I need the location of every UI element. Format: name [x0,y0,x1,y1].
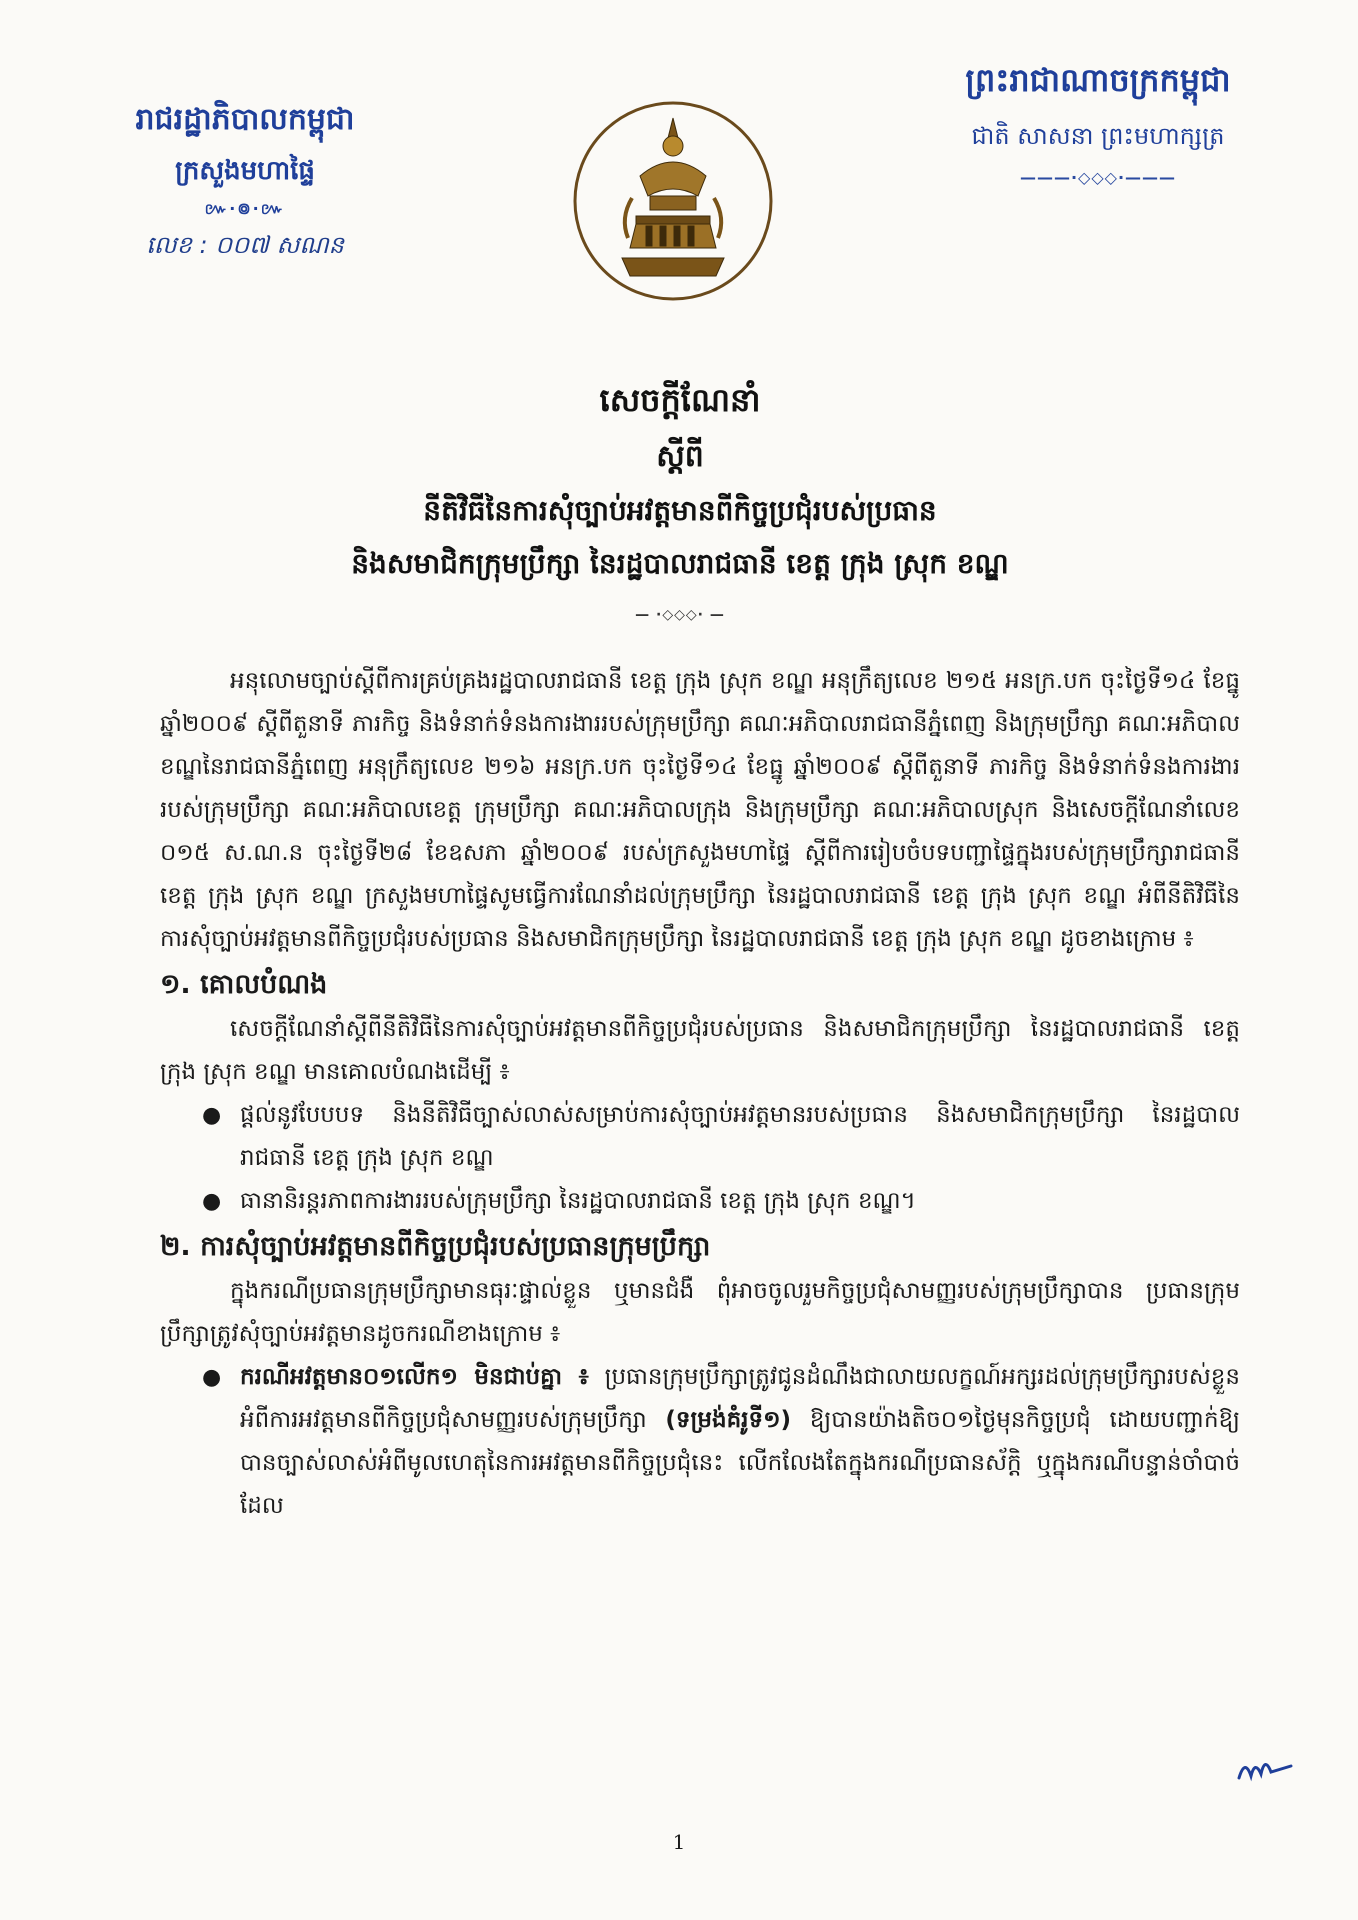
section1-bullet-list [160,1094,1240,1223]
bullet-text: ផ្ដល់នូវបែបបទ និងនីតិវិធីច្បាស់លាស់សម្រាប់ការសុំច្បាប់អវត្តមានរបស់ប្រធាន និងសមាជិកក្រុមប្រឹក្សា នៃរដ្ឋបាលរាជធានី ខេត្ត ក្រុង ស្រុក ខណ្ឌ [240,1102,1240,1171]
title-regarding: ស្ដីពី [656,439,704,474]
section2-heading: ២. ការសុំច្បាប់អវត្តមានពីកិច្ចប្រជុំរបស់ប្រធានក្រុមប្រឹក្សា [160,1231,711,1262]
title-subject-line1: នីតិវិធីនៃការសុំច្បាប់អវត្តមានពីកិច្ចប្រជុំរបស់ប្រធាន [423,494,937,527]
bullet-text-continued: ឱ្យបានយ៉ាងតិច០១ថ្ងៃមុនកិច្ចប្រជុំ ដោយបញ្ជាក់ឱ្យបានច្បាស់លាស់អំពីមូលហេតុនៃការអវត្តមានពីកិច្ចប្រជុំនេះ លើកលែងតែក្នុងករណីប្រធានស័ក្តិ ឬក្នុងករណីបន្ទាន់ចាំបាច់ដែល [240,1407,1241,1519]
header-ornament: ៚·៙·៚ [204,199,286,218]
bullet-text: ប្រធានក្រុមប្រឹក្សាត្រូវជូនដំណឹងជាលាយលក្ខណ៍អក្សរដល់ក្រុមប្រឹក្សារបស់ខ្លួនអំពីការអវត្តមានពីកិច្ចប្រជុំសាមញ្ញរបស់ក្រុមប្រឹក្សា [240,1364,1241,1433]
title-subject-line2: និងសមាជិកក្រុមប្រឹក្សា នៃរដ្ឋបាលរាជធានី ខេត្ត ក្រុង ស្រុក ខណ្ឌ [351,547,1009,580]
motto-ornament: ———·◇◇◇·——— [1019,168,1177,187]
section2-bullet-list [160,1356,1240,1528]
intro-paragraph: អនុលោមច្បាប់ស្ដីពីការគ្រប់គ្រងរដ្ឋបាលរាជធានី ខេត្ត ក្រុង ស្រុក ខណ្ឌ អនុក្រឹត្យលេខ ២១៥ អនក្រ.បក ចុះថ្ងៃទី១៤ ខែធ្នូ ឆ្នាំ២០០៩ ស្ដីពីតួនាទី ភារកិច្ច និងទំនាក់ទំនងការងាររបស់ក្រុមប្រឹក្សា គណៈអភិបាលរាជធានីភ្នំពេញ និងក្រុមប្រឹក្សា គណៈអភិបាលខណ្ឌនៃរាជធានីភ្នំពេញ អនុក្រឹត្យលេខ ២១៦ អនក្រ.បក ចុះថ្ងៃទី១៤ ខែធ្នូ ឆ្នាំ២០០៩ ស្ដីពីតួនាទី ភារកិច្ច និងទំនាក់ទំនងការងាររបស់ក្រុមប្រឹក្សា គណៈអភិបាលខេត្ត ក្រុមប្រឹក្សា គណៈអភិបាលក្រុង និងក្រុមប្រឹក្សា គណៈអភិបាលស្រុក និងសេចក្ដីណែនាំលេខ ០១៥ ស.ណ.ន ចុះថ្ងៃទី២៨ ខែឧសភា ឆ្នាំ២០០៩ របស់ក្រសួងមហាផ្ទៃ ស្ដីពីការរៀបចំបទបញ្ជាផ្ទៃក្នុងរបស់ក្រុមប្រឹក្សារាជធានី ខេត្ត ក្រុង ស្រុក ខណ្ឌ ក្រសួងមហាផ្ទៃសូមធ្វើការណែនាំដល់ក្រុមប្រឹក្សា នៃរដ្ឋបាលរាជធានី ខេត្ត ក្រុង ស្រុក ខណ្ឌ អំពីនីតិវិធីនៃការសុំច្បាប់អវត្តមានពីកិច្ចប្រជុំរបស់ប្រធាន និងសមាជិកក្រុមប្រឹក្សា នៃរដ្ឋបាលរាជធានី ខេត្ត ក្រុង ស្រុក ខណ្ឌ ដូចខាងក្រោម ៖ [160,668,1240,952]
bullet-icon: ● [202,1365,222,1390]
form-reference: (ទម្រង់គំរូទី១) [665,1407,792,1433]
reference-number: លេខ : ០០៧ សណន [146,231,344,259]
title-instruction: សេចក្ដីណែនាំ [599,381,761,419]
section1-paragraph: សេចក្ដីណែនាំស្ដីពីនីតិវិធីនៃការសុំច្បាប់អវត្តមានពីកិច្ចប្រជុំរបស់ប្រធាន និងសមាជិកក្រុមប្រឹក្សា នៃរដ្ឋបាលរាជធានី ខេត្ត ក្រុង ស្រុក ខណ្ឌ មានគោលបំណងដើម្បី ៖ [160,1016,1240,1085]
kingdom-name: ព្រះរាជាណាចក្រកម្ពុជា [965,61,1231,99]
government-name: រាជរដ្ឋាភិបាលកម្ពុជា [135,102,355,137]
title-ornament: — ·◇◇◇· — [635,607,725,623]
ministry-header [95,100,395,265]
page-number: 1 [672,1830,686,1854]
bullet-icon: ● [202,1103,222,1128]
section2-paragraph: ក្នុងករណីប្រធានក្រុមប្រឹក្សាមានធុរៈផ្ទាល់ខ្លួន ឬមានជំងឺ ពុំអាចចូលរួមកិច្ចប្រជុំសាមញ្ញរបស់ក្រុមប្រឹក្សាបាន ប្រធានក្រុមប្រឹក្សាត្រូវសុំច្បាប់អវត្តមានដូចករណីខាងក្រោម ៖ [160,1278,1240,1347]
section1-heading: ១. គោលបំណង [160,969,328,1000]
document-body [160,660,1240,1528]
ministry-emblem-icon [570,98,776,304]
document-title [80,380,1280,623]
ministry-name: ក្រសួងមហាផ្ទៃ [175,156,315,186]
bullet-lead: ករណីអវត្តមាន០១លើក១ មិនជាប់គ្នា ៖ [240,1364,589,1390]
list-item [202,1180,1240,1223]
list-item [202,1356,1241,1528]
national-motto: ជាតិ សាសនា ព្រះមហាក្សត្រ [971,122,1225,150]
bullet-icon: ● [202,1189,222,1214]
list-item [202,1094,1240,1180]
handwritten-initials-icon [1235,1748,1295,1788]
bullet-text: ធានានិរន្តរភាពការងាររបស់ក្រុមប្រឹក្សា នៃរដ្ឋបាលរាជធានី ខេត្ត ក្រុង ស្រុក ខណ្ឌ។ [240,1188,916,1214]
kingdom-header [908,60,1288,187]
